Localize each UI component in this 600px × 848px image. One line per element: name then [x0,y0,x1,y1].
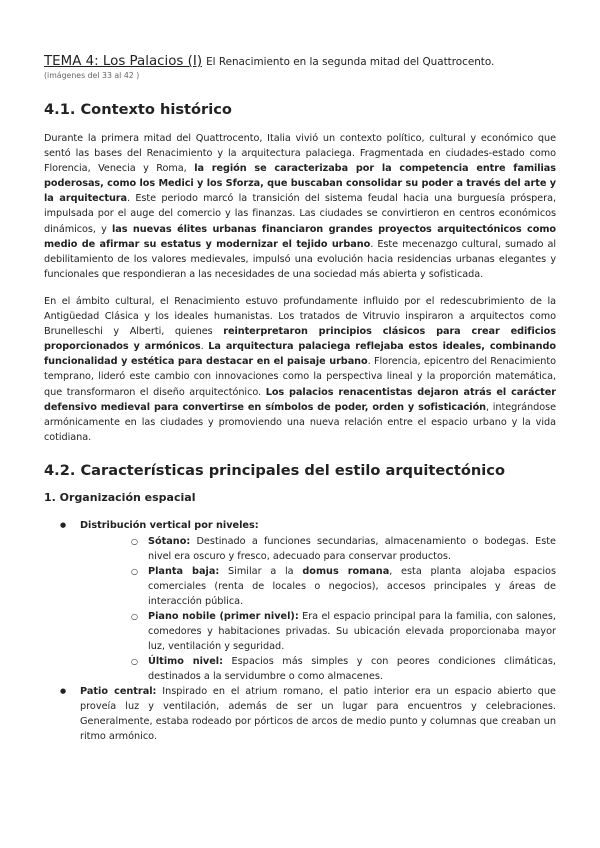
text-run: Durante la primera mitad del Quattrocento, Italia vivió un contexto político, cultural y económico que sentó las bases del Renacimiento y la arquitectura palaciega. Fragmentada en ciudades-estado como Florencia, Venecia y Roma, [44,133,556,175]
bold-text: Los palacios renacentistas dejaron atrás el carácter defensivo medieval para convertirse en símbolos de poder, orden y sofisticación [44,386,556,413]
sub-list [80,534,556,684]
text-run: Inspirado en el atrium romano, el patio interior era un espacio abierto que proveía luz y ventilación, además de ser un lugar para encuentros y celebraciones. Generalmente, estaba rodeado por pórticos de arcos de medio punto y columnas que creaban un ritmo armónico. [80,685,556,742]
text-run: . Florencia, epicentro del Renacimiento temprano, lideró este cambio con innovaciones como la perspectiva lineal y la proporción matemática, que transformaron el diseño arquitectónico. [44,356,556,398]
text-run: , integrándose armónicamente en las ciudades y promoviendo una nueva relación entre el espacio urbano y la vida cotidiana. [44,401,556,443]
topic-subtitle: El Renacimiento en la segunda mitad del Quattrocento. [206,56,495,68]
bold-text: Último nivel: [148,655,223,667]
list-item-piano-nobile [80,609,556,654]
text-run: . Este periodo marcó la transición del sistema feudal hacia una burguesía próspera, impulsada por el auge del comercio y las finanzas. Las ciudades se convirtieron en centros económicos dinámicos, y [44,193,556,235]
section-heading-characteristics: 4.2. Características principales del estilo arquitectónico [44,461,505,479]
subheading-spatial-organization: 1. Organización espacial [44,490,196,504]
list-item-basement [80,534,556,564]
text-run: , esta planta alojaba espacios comerciales (renta de locales o negocios), accesos principales y áreas de interacción pública. [148,565,556,607]
title-line [44,55,556,69]
bold-text: Patio central: [80,685,157,697]
bold-text: Sótano: [148,535,191,547]
list-item-top-level [80,654,556,684]
section-heading-context: 4.1. Contexto histórico [44,101,232,118]
list-item-ground-floor [80,564,556,609]
text-run: En el ámbito cultural, el Renacimiento estuvo profundamente influido por el redescubrimiento de la Antigüedad Clásica y los ideales humanistas. Los tratados de Vitruvio inspiraron a arquitectos como Brunelleschi y Alberti, quienes [44,295,556,338]
text-run: Destinado a funciones secundarias, almacenamiento o bodegas. Este nivel era oscuro y fresco, adecuado para conservar productos. [148,535,556,562]
text-run: Similar a la [219,565,303,577]
text-run: . Este mecenazgo cultural, sumado al debilitamiento de los valores medievales, impulsó una evolución hacia residencias urbanas elegantes y funcionales que respondieran a las necesidades de una sociedad más abierta y sofisticada. [44,238,556,280]
topic-title: TEMA 4: Los Palacios (I) [44,54,203,69]
list-item [44,518,556,684]
text-run: . [200,341,209,353]
bold-text: Piano nobile (primer nivel): [148,610,299,622]
bold-text: las nuevas élites urbanas financiaron grandes proyectos arquitectónicos como medio de afirmar su estatus y modernizar el tejido urbano [44,223,556,250]
images-note: (imágenes del 33 al 42 ) [44,71,140,80]
bold-text: domus romana [302,565,390,577]
text-run: Era el espacio principal para la familia, con salones, comedores y habitaciones privadas. Su ubicación elevada proporcionaba mayor luz, ventilación y seguridad. [148,610,556,652]
text-run: Espacios más simples y con peores condiciones climáticas, destinados a la servidumbre o como almacenes. [148,655,556,682]
bullet-list [44,518,556,744]
bullet-vertical-distribution: Distribución vertical por niveles: [80,519,259,531]
bold-text: la región se caracterizaba por la competencia entre familias poderosas, como los Medici y los Sforza, que buscaban consolidar su poder a través del arte y la arquitectura [44,163,557,205]
paragraph-context-1 [44,131,556,282]
bold-text: La arquitectura palaciega reflejaba estos ideales, combinando funcionalidad y estética para destacar en el paisaje urbano [44,341,556,368]
bold-text: Planta baja: [148,565,220,577]
bold-text: reinterpretaron principios clásicos para crear edificios proporcionados y armónicos [44,326,557,353]
paragraph-context-2 [44,294,556,445]
list-item-central-patio [44,684,556,744]
